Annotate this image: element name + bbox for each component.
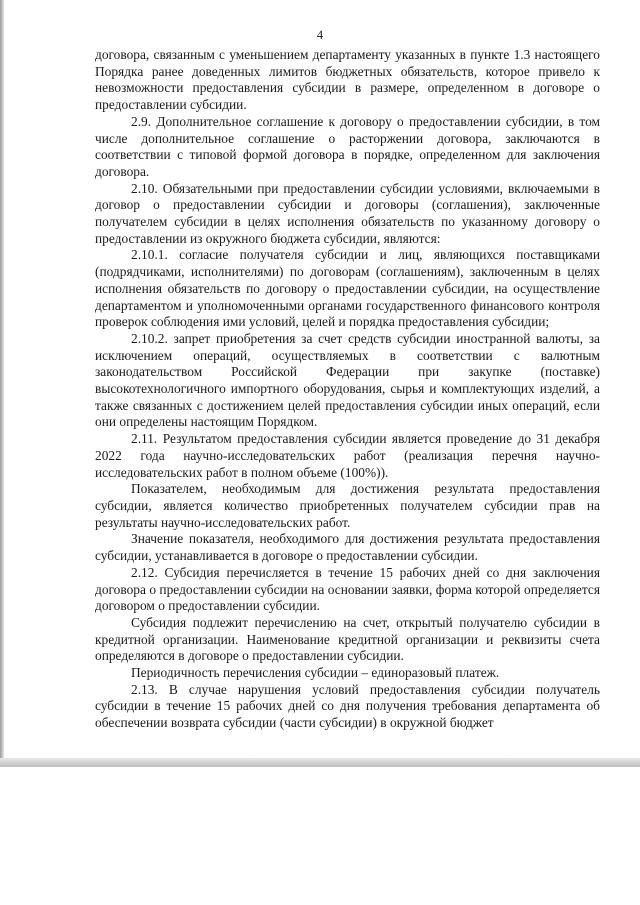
- document-body: [95, 47, 600, 732]
- scan-bottom-edge: [0, 758, 640, 767]
- paragraph-2-9: 2.9. Дополнительное соглашение к договору о предоставлении субсидии, в том числе дополнительное соглашение о расторжении договора, заключаются в соответствии с типовой формой договора в порядке, определенном для заключения договора.: [95, 113, 600, 179]
- paragraph-indicator: Показателем, необходимым для достижения результата предоставления субсидии, является количество приобретенных получателем субсидии прав на результаты научно-исследовательских работ.: [95, 481, 600, 530]
- paragraph-indicator-value: Значение показателя, необходимого для достижения результата предоставления субсидии, устанавливается в договоре о предоставлении субсидии.: [95, 531, 600, 564]
- paragraph-2-12: 2.12. Субсидия перечисляется в течение 15 рабочих дней со дня заключения договора о предоставлении субсидии на основании заявки, форма которой определяется договором о предоставлении субсидии.: [95, 564, 600, 614]
- paragraph-2-10: 2.10. Обязательными при предоставлении субсидии условиями, включаемыми в договор о предоставлении субсидии и договоры (соглашения), заключенные получателем субсидии в целях исполнения обязательств по указанному договору о предоставлении из окружного бюджета субсидии, являются:: [95, 180, 600, 246]
- paragraph-2-13: 2.13. В случае нарушения условий предоставления субсидии получатель субсидии в течение 15 рабочих дней со дня получения требования департамента об обеспечении возврата субсидии (части субсидии) в окружной бюджет: [95, 681, 600, 731]
- paragraph-continuation: договора, связанным с уменьшением департаменту указанных в пункте 1.3 настоящего Порядка ранее доведенных лимитов бюджетных обязательств, которое привело к невозможности предоставления субсидии в размере, определенном в договоре о предоставлении субсидии.: [95, 47, 600, 113]
- paragraph-2-11: 2.11. Результатом предоставления субсидии является проведение до 31 декабря 2022 года научно-исследовательских работ (реализация перечня научно-исследовательских работ в полном объеме (100%)).: [95, 431, 600, 480]
- paragraph-2-10-1: 2.10.1. согласие получателя субсидии и лиц, являющихся поставщиками (подрядчиками, исполнителями) по договорам (соглашениям), заключенным в целях исполнения обязательств по договору о предоставлении субсидии, на осуществление департаментом и уполномоченными органами государственного финансового контроля проверок соблюдения ими условий, целей и порядка предоставления субсидии;: [95, 247, 600, 330]
- page-number: 4: [316, 28, 324, 42]
- scan-left-edge: [0, 0, 4, 765]
- paragraph-2-10-2: 2.10.2. запрет приобретения за счет средств субсидии иностранной валюты, за исключением операций, осуществляемых в соответствии с валютным законодательством Российской Федерации при закупке (поставке) высокотехнологичного импортного оборудования, сырья и комплектующих изделий, а также связанных с достижением целей предоставления субсидии иных операций, если они определены настоящим Порядком.: [95, 330, 600, 430]
- paragraph-periodicity: Периодичность перечисления субсидии – единоразовый платеж.: [131, 665, 500, 681]
- paragraph-account: Субсидия подлежит перечислению на счет, открытый получателю субсидии в кредитной организации. Наименование кредитной организации и реквизиты счета определяются в договоре о предоставлении субсидии.: [95, 614, 600, 664]
